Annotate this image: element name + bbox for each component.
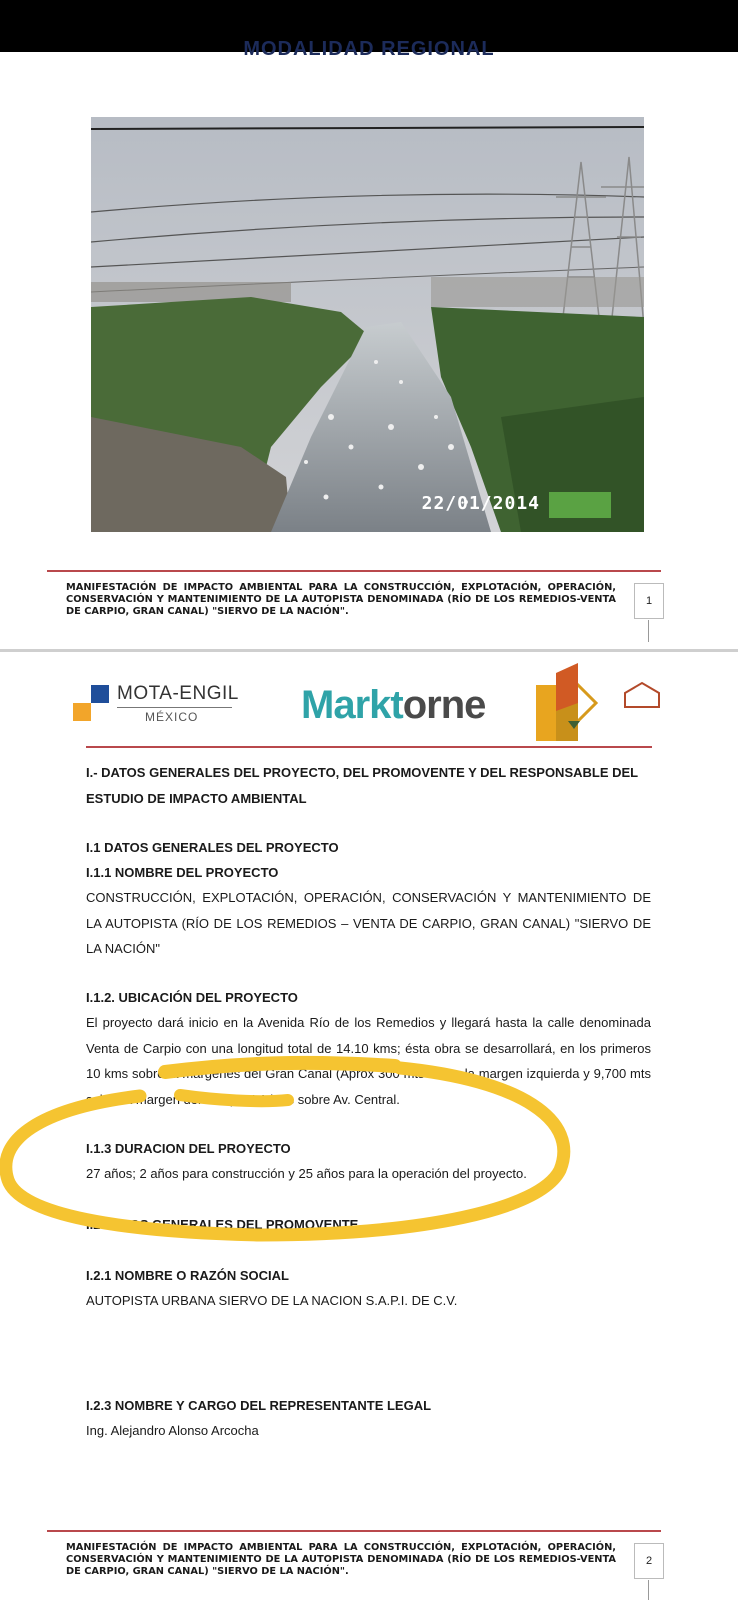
- cut-off-heading: MODALIDAD REGIONAL: [243, 38, 495, 57]
- heading-1-1: I.1 DATOS GENERALES DEL PROYECTO: [86, 840, 339, 855]
- markorne-letter: t: [390, 683, 403, 727]
- paragraph-location: El proyecto dará inicio en la Avenida Río de los Remedios y llegará hasta la calle denominada Venta de Carpio con una longitud total de 14.10 kms; ésta obra se desarrollará, en los primeros 10 kms sobre la márgenes del Gran Canal (Aprox 300 mts sobre la margen izquierda y 9,700 mts sobre la margen derecha) y 4.1 kms sobre Av. Central.: [86, 1015, 651, 1107]
- paragraph-duration: 27 años; 2 años para construcción y 25 años para la operación del proyecto.: [86, 1166, 527, 1181]
- heading-1-1-1: I.1.1 NOMBRE DEL PROYECTO: [86, 865, 279, 880]
- photo-date-stamp: 22/01/2014: [421, 493, 540, 514]
- markorne-prefix: Mark: [301, 683, 391, 727]
- heading-1-2-3: I.2.3 NOMBRE Y CARGO DEL REPRESENTANTE LEGAL: [86, 1398, 432, 1413]
- mota-engil-sub: MÉXICO: [145, 710, 199, 724]
- heading-1-1-3: I.1.3 DURACION DEL PROYECTO: [86, 1141, 291, 1156]
- paragraph-legal-rep: Ing. Alejandro Alonso Arcocha: [86, 1423, 259, 1438]
- page-number-box: 1: [634, 583, 664, 619]
- marker-stroke-small: [180, 1095, 288, 1101]
- section-title: I.- DATOS GENERALES DEL PROYECTO, DEL PROMOVENTE Y DEL RESPONSABLE DEL ESTUDIO DE IMPACTO AMBIENTAL: [86, 765, 638, 806]
- markorne-suffix: orne: [402, 683, 486, 727]
- heading-1-2-1: I.2.1 NOMBRE O RAZÓN SOCIAL: [86, 1268, 289, 1283]
- paragraph-project-name: CONSTRUCCIÓN, EXPLOTACIÓN, OPERACIÓN, CONSERVACIÓN Y MANTENIMIENTO DE LA AUTOPISTA (RÍO DE LOS REMEDIOS – VENTA DE CARPIO, GRAN CANAL) "SIERVO DE LA NACIÓN": [86, 890, 651, 956]
- page-footer-text: MANIFESTACIÓN DE IMPACTO AMBIENTAL PARA LA CONSTRUCCIÓN, EXPLOTACIÓN, OPERACIÓN, CONSERVACIÓN Y MANTENIMIENTO DE LA AUTOPISTA DENOMINADA (RÍO DE LOS REMEDIOS-VENTA DE CARPIO, GRAN CANAL) "SIERVO DE LA NACIÓN".: [66, 582, 616, 617]
- heading-1-2: I.2 DATOS GENERALES DEL PROMOVENTE: [86, 1217, 359, 1232]
- footer-rule-2: [47, 1530, 661, 1532]
- heading-1-1-2: I.1.2. UBICACIÓN DEL PROYECTO: [86, 990, 298, 1005]
- page-number-box-2: 2: [634, 1543, 664, 1579]
- marker-stroke-top: [165, 1063, 395, 1072]
- mota-engil-name: MOTA-ENGIL: [117, 683, 239, 704]
- page-footer-text-2: MANIFESTACIÓN DE IMPACTO AMBIENTAL PARA LA CONSTRUCCIÓN, EXPLOTACIÓN, OPERACIÓN, CONSERVACIÓN Y MANTENIMIENTO DE LA AUTOPISTA DENOMINADA (RÍO DE LOS REMEDIOS-VENTA DE CARPIO, GRAN CANAL) "SIERVO DE LA NACIÓN".: [66, 1542, 616, 1577]
- paragraph-company-name: AUTOPISTA URBANA SIERVO DE LA NACION S.A.P.I. DE C.V.: [86, 1293, 458, 1308]
- page-number-tick-2: [648, 1580, 649, 1600]
- marker-circle: [6, 1068, 564, 1235]
